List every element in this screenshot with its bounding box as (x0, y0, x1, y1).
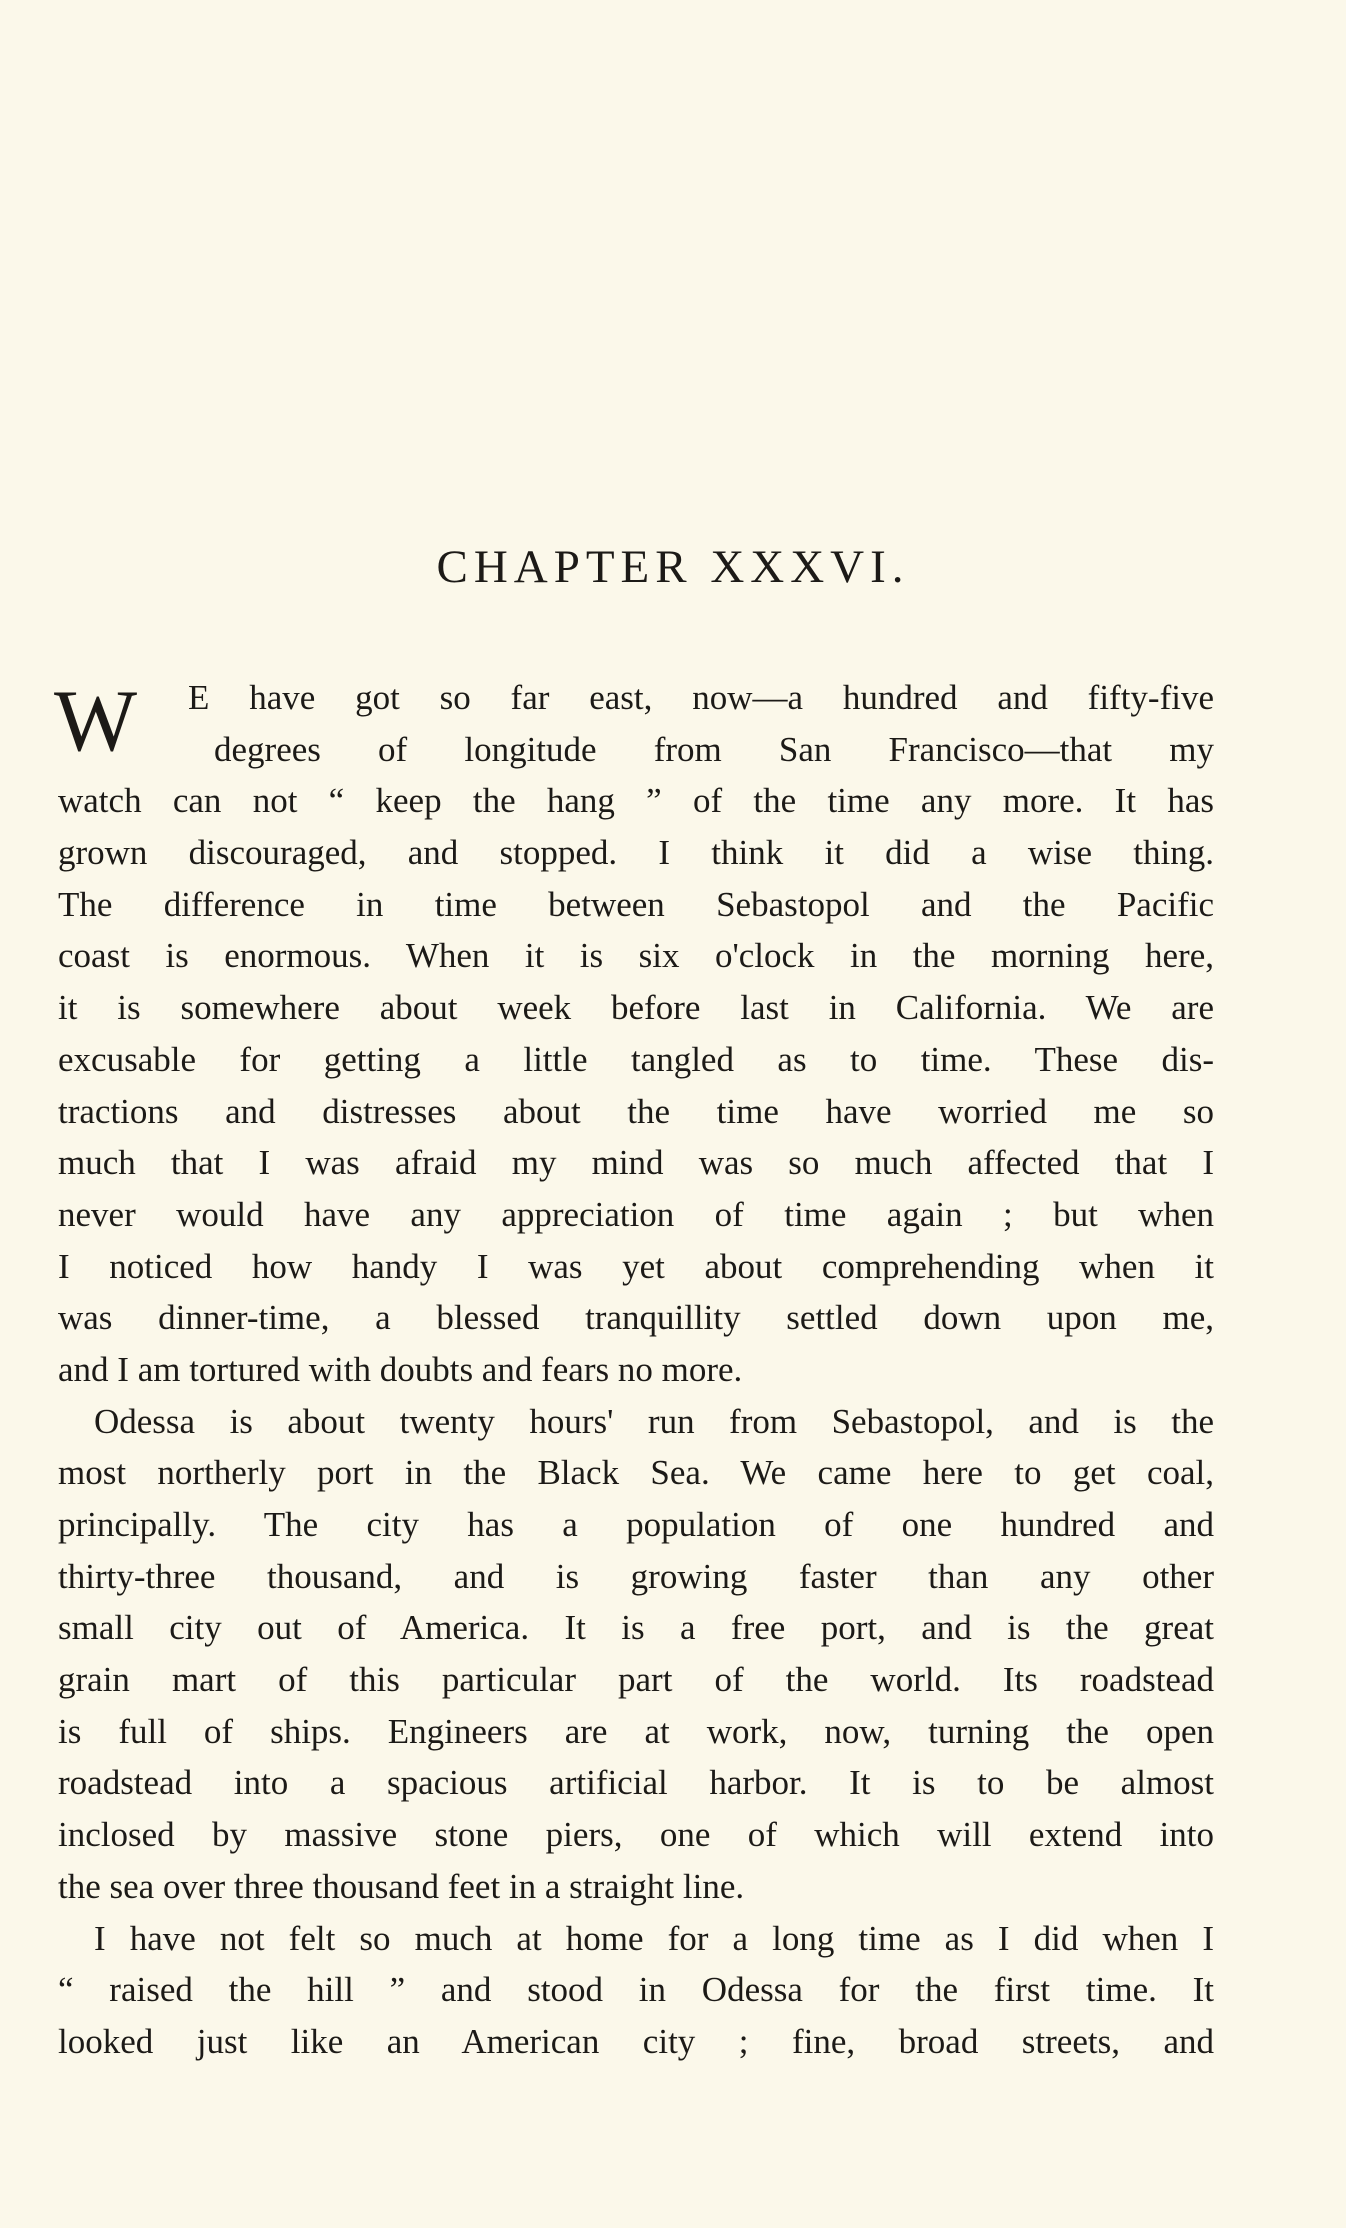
text-line: is full of ships. Engineers are at work, now, turning the open (58, 1711, 1214, 1751)
text-line: principally. The city has a population of one hundred and (58, 1505, 1214, 1544)
text-line: never would have any appreciation of time again ; but when (58, 1194, 1214, 1234)
drop-cap: W (54, 673, 138, 770)
text-line: excusable for getting a little tangled as to time. These dis- (58, 1039, 1214, 1079)
text-line: coast is enormous. When it is six o'clock in the morning here, (58, 936, 1214, 976)
text-line: inclosed by massive stone piers, one of which will extend into (58, 1815, 1214, 1855)
text-line: roadstead into a spacious artificial harbor. It is to be almost (58, 1763, 1214, 1803)
paragraph-3 (58, 1913, 1214, 2068)
text-line: looked just like an American city ; fine, broad streets, and (58, 2021, 1214, 2061)
text-line: it is somewhere about week before last in California. We are (58, 988, 1214, 1028)
text-line: The difference in time between Sebastopol and the Pacific (58, 884, 1214, 924)
text-line: thirty-three thousand, and is growing faster than any other (58, 1556, 1214, 1596)
text-line: most northerly port in the Black Sea. We came here to get coal, (58, 1453, 1214, 1493)
text-line: watch can not “ keep the hang ” of the time any more. It has (58, 781, 1214, 821)
text-line: degrees of longitude from San Francisco—that my (214, 729, 1214, 769)
text-line: was dinner-time, a blessed tranquillity settled down upon me, (58, 1298, 1214, 1338)
text-line: “ raised the hill ” and stood in Odessa for the first time. It (58, 1970, 1214, 2010)
body-text (54, 672, 1214, 2068)
text-line: and I am tortured with doubts and fears no more. (58, 1349, 743, 1389)
text-line: I have not felt so much at home for a long time as I did when I (94, 1918, 1214, 1958)
text-line: grown discouraged, and stopped. I think it did a wise thing. (58, 833, 1214, 873)
text-line: E have got so far east, now—a hundred and fifty-five (188, 678, 1214, 717)
paragraph-1 (54, 672, 1214, 1396)
text-line: grain mart of this particular part of the world. Its roadstead (58, 1660, 1214, 1700)
text-line: small city out of America. It is a free port, and is the great (58, 1608, 1214, 1648)
chapter-title: CHAPTER XXXVI. (436, 541, 910, 593)
paragraph-2 (58, 1396, 1214, 1913)
text-line: much that I was afraid my mind was so much affected that I (58, 1143, 1214, 1183)
text-line: tractions and distresses about the time have worried me so (58, 1091, 1214, 1131)
text-line: I noticed how handy I was yet about comprehending when it (58, 1246, 1214, 1286)
text-line: the sea over three thousand feet in a straight line. (58, 1866, 745, 1906)
text-line: Odessa is about twenty hours' run from Sebastopol, and is the (94, 1401, 1214, 1441)
